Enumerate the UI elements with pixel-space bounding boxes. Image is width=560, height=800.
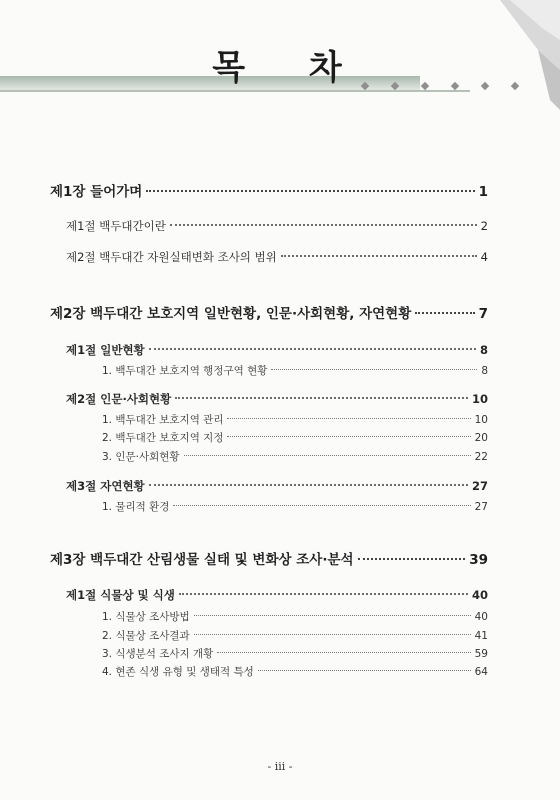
title-underline xyxy=(0,90,470,92)
toc-label: 1. 백두대간 보호지역 행정구역 현황 xyxy=(102,365,268,377)
toc-page-number: 40 xyxy=(471,588,488,602)
leader-dots xyxy=(258,670,471,671)
toc-page-number: 59 xyxy=(474,648,488,660)
toc-label: 제2절 백두대간 자원실태변화 조사의 범위 xyxy=(66,250,277,264)
page-number-footer: - iii - xyxy=(267,760,293,773)
toc-label: 1. 백두대간 보호지역 관리 xyxy=(102,414,224,426)
toc-label: 1. 물리적 환경 xyxy=(102,501,170,513)
toc-section-3-1[interactable] xyxy=(66,587,488,603)
toc-chapter-2[interactable] xyxy=(50,302,488,322)
toc-label: 1. 식물상 조사방법 xyxy=(102,611,190,623)
leader-dots xyxy=(149,348,476,350)
toc-label: 제3절 자연현황 xyxy=(66,479,145,493)
toc-page-number: 1 xyxy=(478,184,488,200)
toc-page-number: 10 xyxy=(471,392,488,406)
toc-page-number: 4 xyxy=(480,250,488,264)
leader-dots xyxy=(179,593,468,595)
leader-dots xyxy=(194,615,471,616)
leader-dots xyxy=(173,505,470,506)
toc-label: 제2장 백두대간 보호지역 일반현황, 인문·사회현황, 자연현황 xyxy=(50,306,412,322)
toc-item-2-2-2[interactable] xyxy=(102,430,488,445)
toc-page-number: 41 xyxy=(474,630,488,642)
toc-item-3-1-4[interactable] xyxy=(102,664,488,679)
toc-section-2-3[interactable] xyxy=(66,478,488,494)
toc-label: 4. 현존 식생 유형 및 생태적 특성 xyxy=(102,666,254,678)
toc-label: 3. 식생분석 조사지 개황 xyxy=(102,648,214,660)
leader-dots xyxy=(170,224,477,226)
toc-item-3-1-3[interactable] xyxy=(102,646,488,661)
page-title: 목 차 xyxy=(212,48,368,88)
toc-label: 제1절 일반현황 xyxy=(66,343,145,357)
toc-item-2-3-1[interactable] xyxy=(102,499,488,514)
leader-dots xyxy=(184,455,471,456)
leader-dots xyxy=(146,190,474,192)
toc-chapter-3[interactable] xyxy=(50,548,488,568)
toc-page-number: 10 xyxy=(474,414,488,426)
leader-dots xyxy=(415,312,474,314)
toc-label: 제2절 인문·사회현황 xyxy=(66,392,172,406)
leader-dots xyxy=(149,484,468,486)
toc-page-number: 2 xyxy=(480,219,488,233)
toc-chapter-1[interactable] xyxy=(50,180,488,200)
leader-dots xyxy=(271,369,477,370)
toc-page-number: 8 xyxy=(481,365,488,377)
toc-page-number: 22 xyxy=(474,451,488,463)
toc-label: 2. 식물상 조사결과 xyxy=(102,630,190,642)
toc-page-number: 39 xyxy=(469,552,488,568)
toc-label: 제3장 백두대간 산림생물 실태 및 변화상 조사·분석 xyxy=(50,552,354,568)
toc-item-2-2-3[interactable] xyxy=(102,449,488,464)
toc-label: 2. 백두대간 보호지역 지정 xyxy=(102,432,224,444)
leader-dots xyxy=(227,418,470,419)
toc-section-1-2[interactable] xyxy=(66,249,488,265)
toc-label: 3. 인문·사회현황 xyxy=(102,451,180,463)
toc-section-1-1[interactable] xyxy=(66,218,488,234)
leader-dots xyxy=(358,558,466,560)
toc-item-2-2-1[interactable] xyxy=(102,412,488,427)
toc-item-3-1-1[interactable] xyxy=(102,609,488,624)
toc-label: 제1장 들어가며 xyxy=(50,184,143,200)
leader-dots xyxy=(227,436,470,437)
toc-page-number: 20 xyxy=(474,432,488,444)
toc-label: 제1절 백두대간이란 xyxy=(66,219,166,233)
toc-item-3-1-2[interactable] xyxy=(102,628,488,643)
leader-dots xyxy=(281,255,477,257)
toc-page-number: 27 xyxy=(471,479,488,493)
leader-dots xyxy=(175,397,468,399)
toc-page-number: 40 xyxy=(474,611,488,623)
toc-label: 제1절 식물상 및 식생 xyxy=(66,588,175,602)
toc-page-number: 64 xyxy=(474,666,488,678)
toc-section-2-2[interactable] xyxy=(66,391,488,407)
toc-item-2-1-1[interactable] xyxy=(102,363,488,378)
toc-page-number: 8 xyxy=(479,343,488,357)
toc-page-number: 7 xyxy=(478,306,488,322)
toc-page-number: 27 xyxy=(474,501,488,513)
toc-section-2-1[interactable] xyxy=(66,342,488,358)
leader-dots xyxy=(217,652,470,653)
leader-dots xyxy=(194,634,471,635)
